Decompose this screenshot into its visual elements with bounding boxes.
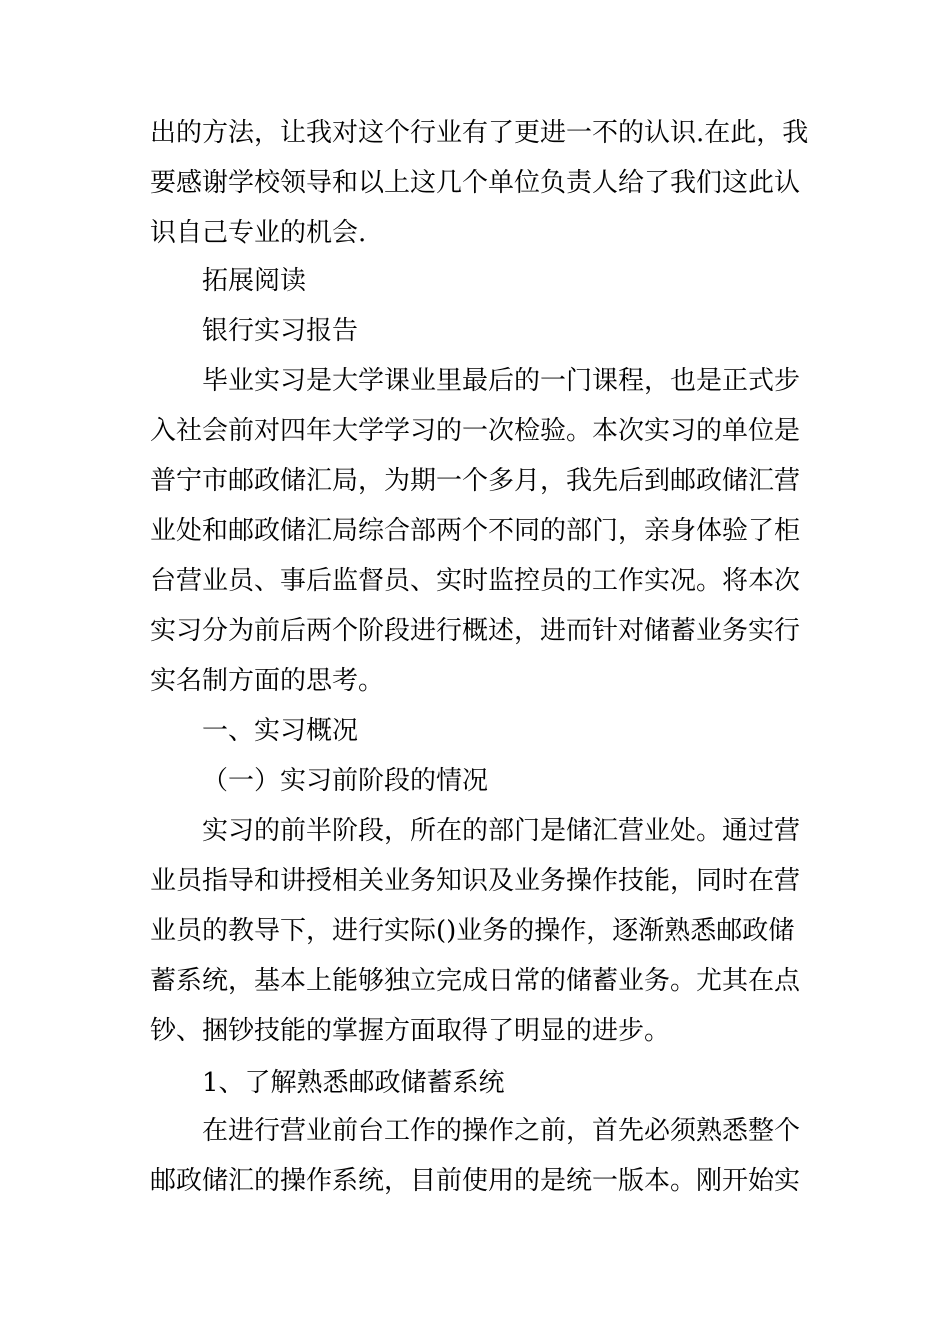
intro-paragraph-line-1: 毕业实习是大学课业里最后的一门课程，也是正式步 (202, 366, 801, 396)
section-one-heading: 一、实习概况 (202, 716, 359, 746)
system-paragraph-line-2: 邮政储汇的操作系统，目前使用的是统一版本。刚开始实 (150, 1166, 801, 1196)
intro-paragraph-line-7: 实名制方面的思考。 (150, 666, 385, 696)
closing-paragraph-line-3: 识自己专业的机会. (150, 218, 367, 248)
item-one-heading: 1、了解熟悉邮政储蓄系统 (202, 1068, 505, 1098)
intro-paragraph-line-3: 普宁市邮政储汇局，为期一个多月，我先后到邮政储汇营 (150, 466, 801, 496)
intro-paragraph-line-5: 台营业员、事后监督员、实时监控员的工作实况。将本次 (150, 566, 801, 596)
intro-paragraph-line-2: 入社会前对四年大学学习的一次检验。本次实习的单位是 (150, 416, 801, 446)
closing-paragraph-line-1: 出的方法，让我对这个行业有了更进一不的认识.在此，我 (150, 118, 809, 148)
first-stage-paragraph-line-3: 业员的教导下，进行实际()业务的操作，逐渐熟悉邮政储 (150, 916, 795, 946)
extended-reading-heading: 拓展阅读 (202, 266, 307, 296)
intro-paragraph-line-4: 业处和邮政储汇局综合部两个不同的部门，亲身体验了柜 (150, 516, 801, 546)
first-stage-paragraph-line-5: 钞、捆钞技能的掌握方面取得了明显的进步。 (150, 1016, 671, 1046)
first-stage-paragraph-line-1: 实习的前半阶段，所在的部门是储汇营业处。通过营 (202, 816, 801, 846)
report-title: 银行实习报告 (202, 316, 359, 346)
first-stage-paragraph-line-4: 蓄系统，基本上能够独立完成日常的储蓄业务。尤其在点 (150, 966, 801, 996)
closing-paragraph-line-2: 要感谢学校领导和以上这几个单位负责人给了我们这此认 (150, 168, 801, 198)
subsection-one-heading: （一）实习前阶段的情况 (202, 766, 489, 796)
first-stage-paragraph-line-2: 业员指导和讲授相关业务知识及业务操作技能，同时在营 (150, 866, 801, 896)
intro-paragraph-line-6: 实习分为前后两个阶段进行概述，进而针对储蓄业务实行 (150, 616, 801, 646)
system-paragraph-line-1: 在进行营业前台工作的操作之前，首先必须熟悉整个 (202, 1116, 801, 1146)
